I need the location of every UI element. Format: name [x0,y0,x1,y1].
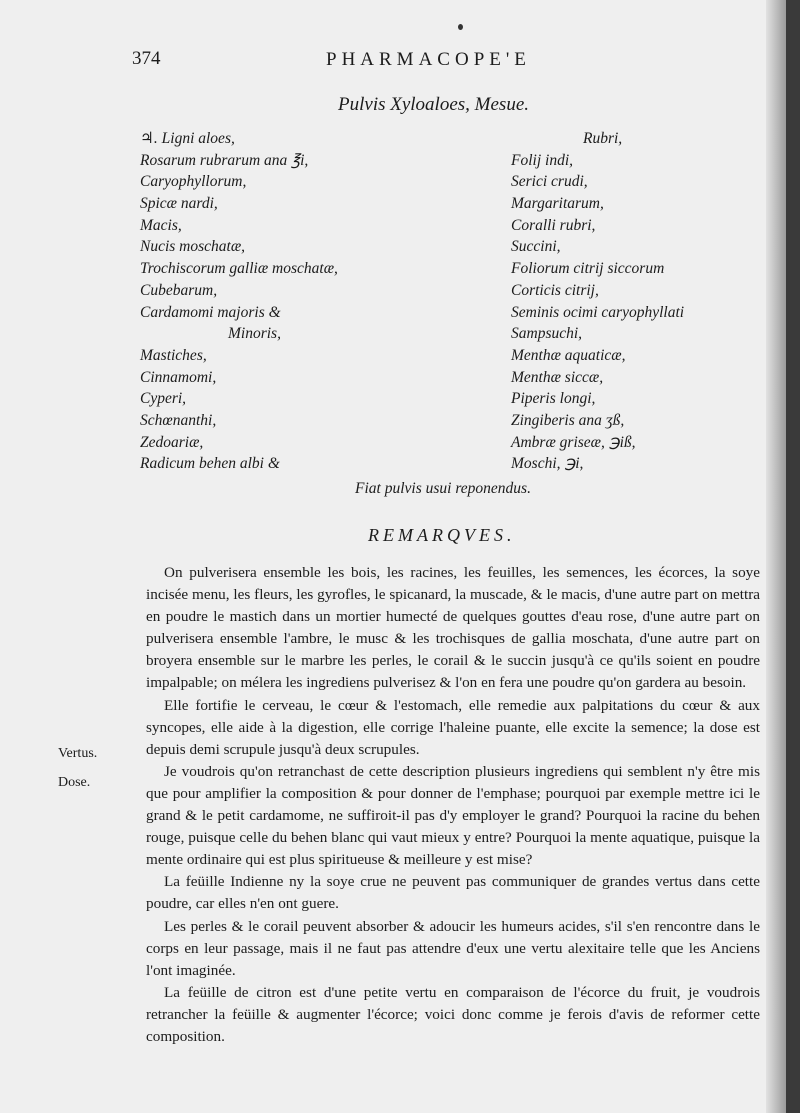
ingredient-line: Zedoariæ, [140,433,204,451]
margin-note-dose: Dose. [58,775,91,790]
ingredient-line: Schœnanthi, [140,411,217,429]
ingredient-line: Serici crudi, [511,173,588,191]
ingredient-line: Coralli rubri, [511,216,596,234]
paragraph: Les perles & le corail peuvent absorber & adoucir les humeurs acides, s'il s'en rencontre dans le corps en leur passage, mais il ne faut pas attendre d'eux une vertu alexitaire telle que les Anciens l'ont imaginée. [146,917,760,979]
ingredient-line: Piperis longi, [511,390,596,408]
page-edge [786,0,800,1113]
paragraph: La feüille Indienne ny la soye crue ne peuvent pas communiquer de grandes vertus dans cette poudre, car elles n'en ont guere. [146,873,760,913]
ingredient-line: Nucis moschatæ, [140,238,246,256]
ingredient-line: ♃. Ligni aloes, [140,130,235,147]
paragraph: Je voudrois qu'on retranchast de cette description plusieurs ingrediens qui semblent n'y être mis que pour amplifier la composition & pour donner de l'emphase; pourquoi par exemple mettre ici le grand & le petit cardamome, ne suffiroit-il pas d'y employer le grand? Pourquoi la racine du behen rouge, puisque celle du behen blanc qui vaut mieux y entre? Pourquoi la mente aquatique, puisque la mente ordinaire qui est plus spiritueuse & meilleure y est mise? [146,762,760,869]
running-title: PHARMACOPE'E [326,49,531,70]
ingredient-line: Menthæ siccæ, [511,368,604,386]
ingredient-line: Cubebarum, [140,281,218,299]
ingredient-line: Moschi, ℈i, [511,455,584,473]
ingredient-line: Foliorum citrij siccorum [511,260,665,278]
ingredient-line: Zingiberis ana ʒß, [511,411,625,429]
ingredient-line: Minoris, [228,325,281,343]
page-number: 374 [132,48,161,69]
paragraph: On pulverisera ensemble les bois, les racines, les feuilles, les semences, les écorces, la soye incisée menu, les fleurs, les gyrofles, le spicanard, la muscade, & le macis, d'une autre part on mettra en poudre le mastich dans un mortier humecté de quelques gouttes d'eau rose, d'une autre part on pulverisera ensemble l'ambre, le musc & les trochisques de gallia moschata, d'une autre part on broyera ensemble sur le marbre les perles, le corail & le succin jusqu'à ce qu'ils soient en poudre impalpable; on mélera les ingrediens pulverisez & l'on en fera une poudre qu'on gardera au besoin. [146,564,760,692]
ingredient-line: Cinnamomi, [140,368,217,386]
recipe-closing: Fiat pulvis usui reponendus. [355,480,531,497]
ingredient-list-left [140,128,338,475]
ingredient-line: Corticis citrij, [511,281,599,299]
ingredient-line: Caryophyllorum, [140,173,247,191]
ingredient-line: Cyperi, [140,390,187,408]
ingredient-line: Macis, [140,216,182,234]
remarks-body [146,562,760,1048]
ingredient-line: Cardamomi majoris & [140,303,281,321]
margin-note-vertus: Vertus. [58,746,98,761]
ingredient-line: Mastiches, [140,346,207,364]
ingredient-line: Trochiscorum galliæ moschatæ, [140,260,338,278]
ingredient-line: Menthæ aquaticæ, [511,346,626,364]
ink-spot [458,24,463,30]
ingredient-line: Rubri, [583,130,623,147]
paragraph: La feüille de citron est d'une petite vertu en comparaison de l'écorce du fruit, je voudrois retrancher la feüille & augmenter l'écorce; voici donc comme je ferois d'avis de reformer cette composition. [146,983,760,1045]
ingredient-line: Spicæ nardi, [140,195,218,213]
ingredient-line: Succini, [511,238,561,256]
ingredient-line: Rosarum rubrarum ana ℥i, [140,151,309,169]
recipe-title: Pulvis Xyloaloes, Mesue. [338,94,530,115]
ingredient-line: Ambræ griseæ, ℈iß, [511,433,636,451]
ingredient-line: Sampsuchi, [511,325,583,343]
remarks-heading: REMARQVES. [368,525,516,545]
ingredient-line: Folij indi, [511,151,573,169]
ingredient-line: Margaritarum, [511,195,604,213]
paragraph: Elle fortifie le cerveau, le cœur & l'estomach, elle remedie aux palpitations du cœur & aux syncopes, elle aide à la digestion, elle corrige l'haleine puante, elle excite la semence; la dose est depuis demi scrupule jusqu'à deux scrupules. [146,696,760,758]
ingredient-line: Radicum behen albi & [140,455,280,473]
ingredient-list-right [511,128,684,475]
ingredient-line: Seminis ocimi caryophyllati [511,303,685,321]
